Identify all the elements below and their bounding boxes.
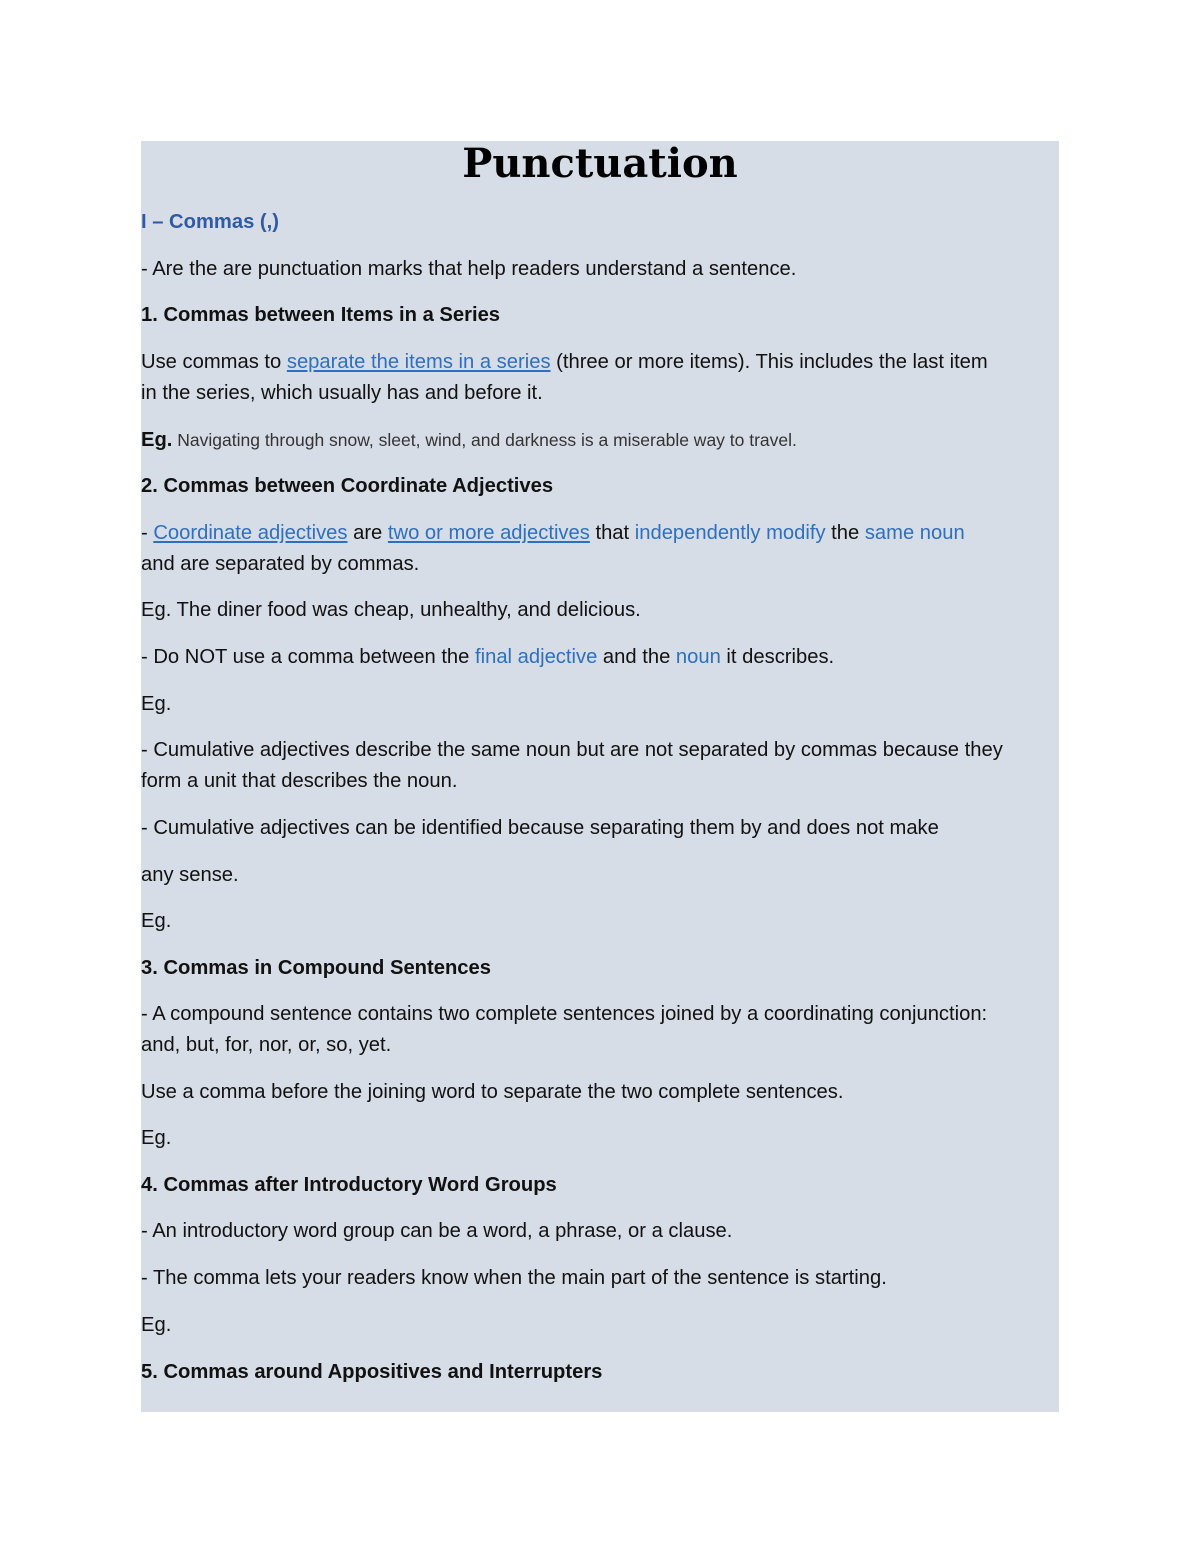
highlight-text: independently modify	[634, 522, 826, 544]
example-text: Navigating through snow, sleet, wind, and darkness is a miserable way to travel.	[172, 430, 797, 450]
separate-items-link[interactable]: separate the items in a series	[286, 351, 551, 373]
heading-5: 5. Commas around Appositives and Interrupters	[141, 1361, 603, 1383]
text-span: the	[825, 522, 865, 544]
coordinate-paragraph	[141, 518, 1059, 549]
cumulative-paragraph-1: - Cumulative adjectives describe the same noun but are not separated by commas because they	[141, 739, 1003, 761]
do-not-paragraph	[141, 642, 1059, 673]
example-label: Eg.	[141, 429, 173, 451]
intro-text: - Are the are punctuation marks that help readers understand a sentence.	[141, 258, 797, 280]
highlight-text: final adjective	[475, 646, 598, 668]
introductory-paragraph-2: - The comma lets your readers know when the main part of the sentence is starting.	[141, 1267, 887, 1289]
coordinate-paragraph-line2: and are separated by commas.	[141, 553, 420, 575]
highlight-text: noun	[675, 646, 721, 668]
text-span: it describes.	[720, 646, 835, 668]
highlight-text: same noun	[864, 522, 965, 544]
text-span: -	[141, 522, 154, 544]
example-1	[141, 425, 1059, 456]
example-label: Eg.	[141, 1314, 172, 1336]
example-2: Eg. The diner food was cheap, unhealthy, and delicious.	[141, 599, 641, 621]
compound-paragraph: - A compound sentence contains two complete sentences joined by a coordinating conjunction:	[141, 1003, 988, 1025]
two-or-more-adjectives-link[interactable]: two or more adjectives	[387, 522, 590, 544]
coordinate-adjectives-link[interactable]: Coordinate adjectives	[153, 522, 348, 544]
cumulative-paragraph-1-line2: form a unit that describes the noun.	[141, 770, 458, 792]
example-label: Eg.	[141, 693, 172, 715]
heading-1: 1. Commas between Items in a Series	[141, 304, 501, 326]
text-span: (three or more items). This includes the last item	[550, 351, 988, 373]
cumulative-paragraph-2-line2: any sense.	[141, 864, 239, 886]
example-label: Eg.	[141, 910, 172, 932]
section-heading: I – Commas (,)	[141, 211, 279, 233]
heading-4: 4. Commas after Introductory Word Groups	[141, 1174, 557, 1196]
text-span: and the	[597, 646, 676, 668]
series-paragraph-line2: in the series, which usually has and before it.	[141, 382, 543, 404]
page-title: Punctuation	[462, 140, 738, 187]
text-span: are	[347, 522, 388, 544]
compound-rule: Use a comma before the joining word to separate the two complete sentences.	[141, 1081, 844, 1103]
text-span: Use commas to	[141, 351, 287, 373]
series-paragraph	[141, 347, 1059, 378]
example-label: Eg.	[141, 1127, 172, 1149]
heading-3: 3. Commas in Compound Sentences	[141, 957, 491, 979]
text-span: - Do NOT use a comma between the	[141, 646, 475, 668]
compound-paragraph-line2: and, but, for, nor, or, so, yet.	[141, 1034, 392, 1056]
heading-2: 2. Commas between Coordinate Adjectives	[141, 475, 554, 497]
cumulative-paragraph-2: - Cumulative adjectives can be identified because separating them by and does not make	[141, 817, 939, 839]
introductory-paragraph-1: - An introductory word group can be a word, a phrase, or a clause.	[141, 1220, 733, 1242]
text-span: that	[589, 522, 635, 544]
document-body	[141, 0, 1059, 1553]
